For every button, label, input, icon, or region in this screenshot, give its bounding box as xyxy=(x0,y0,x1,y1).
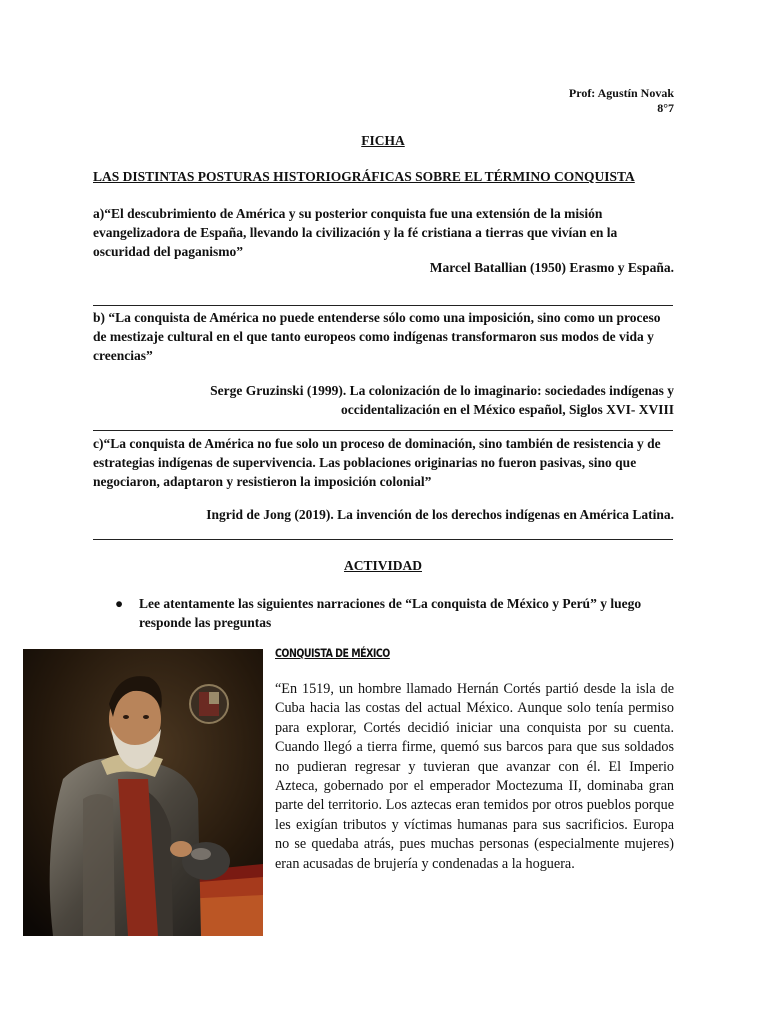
bullet-icon: ● xyxy=(115,596,124,611)
quote-a: a)“El descubrimiento de América y su posterior conquista fue una extensión de la misión evangelizadora de España, llevando la civilización y la fé cristiana a tierras que vivían en la oscuridad del paganismo” xyxy=(93,206,618,259)
quote-b-citation: Serge Gruzinski (1999). La colonización de lo imaginario: sociedades indígenas y occidentalización en el México español, Siglos XVI- XVIII xyxy=(210,383,674,417)
divider xyxy=(93,539,673,540)
ficha-title: FICHA xyxy=(361,133,405,148)
activity-instruction: Lee atentamente las siguientes narraciones de “La conquista de México y Perú” y luego responde las preguntas xyxy=(139,596,642,630)
divider xyxy=(93,305,673,306)
teacher-name: Prof: Agustín Novak xyxy=(568,86,674,100)
quote-b: b) “La conquista de América no puede entenderse sólo como una imposición, sino como un proceso de mestizaje cultural en el que tanto europeos como indígenas transformaron sus modos de vida y creencias” xyxy=(93,310,661,363)
activity-title: ACTIVIDAD xyxy=(343,558,422,573)
cortes-portrait-image xyxy=(23,649,263,936)
activity-bullet xyxy=(115,594,675,632)
main-heading: LAS DISTINTAS POSTURAS HISTORIOGRÁFICAS SOBRE EL TÉRMINO CONQUISTA xyxy=(93,169,635,184)
quote-c-citation: Ingrid de Jong (2019). La invención de los derechos indígenas en América Latina. xyxy=(206,507,674,522)
quote-c: c)“La conquista de América no fue solo un proceso de dominación, sino también de resistencia y de estrategias indígenas de supervivencia. Las poblaciones originarias no fueron pasivas, sino que negociaron, adaptaron y resistieron la imposición colonial” xyxy=(93,436,661,489)
class-grade: 8°7 xyxy=(657,101,674,115)
quote-a-citation: Marcel Batallian (1950) Erasmo y España. xyxy=(429,260,674,275)
mexico-section-title: CONQUISTA DE MÉXICO xyxy=(275,646,390,660)
divider xyxy=(93,430,673,431)
mexico-narrative: “En 1519, un hombre llamado Hernán Cortés partió desde la isla de Cuba hacia las costas del actual México. Aunque solo tenía permiso para explorar, Cortés decidió iniciar una conquista por su cuenta. Cuando llegó a tierra firme, quemó sus barcos para que sus soldados no pudieran regresar y tuvieran que avanzar con él. El Imperio Azteca, gobernado por el emperador Moctezuma II, dominaba gran parte del territorio. Los aztecas eran temidos por otros pueblos porque les exigían tributos y víctimas humanas para sus sacrificios. Europa no se quedaba atrás, pues muchas personas (especialmente mujeres) eran acusadas de brujería y condenadas a la hoguera. xyxy=(275,681,674,872)
teacher-header xyxy=(569,86,674,116)
